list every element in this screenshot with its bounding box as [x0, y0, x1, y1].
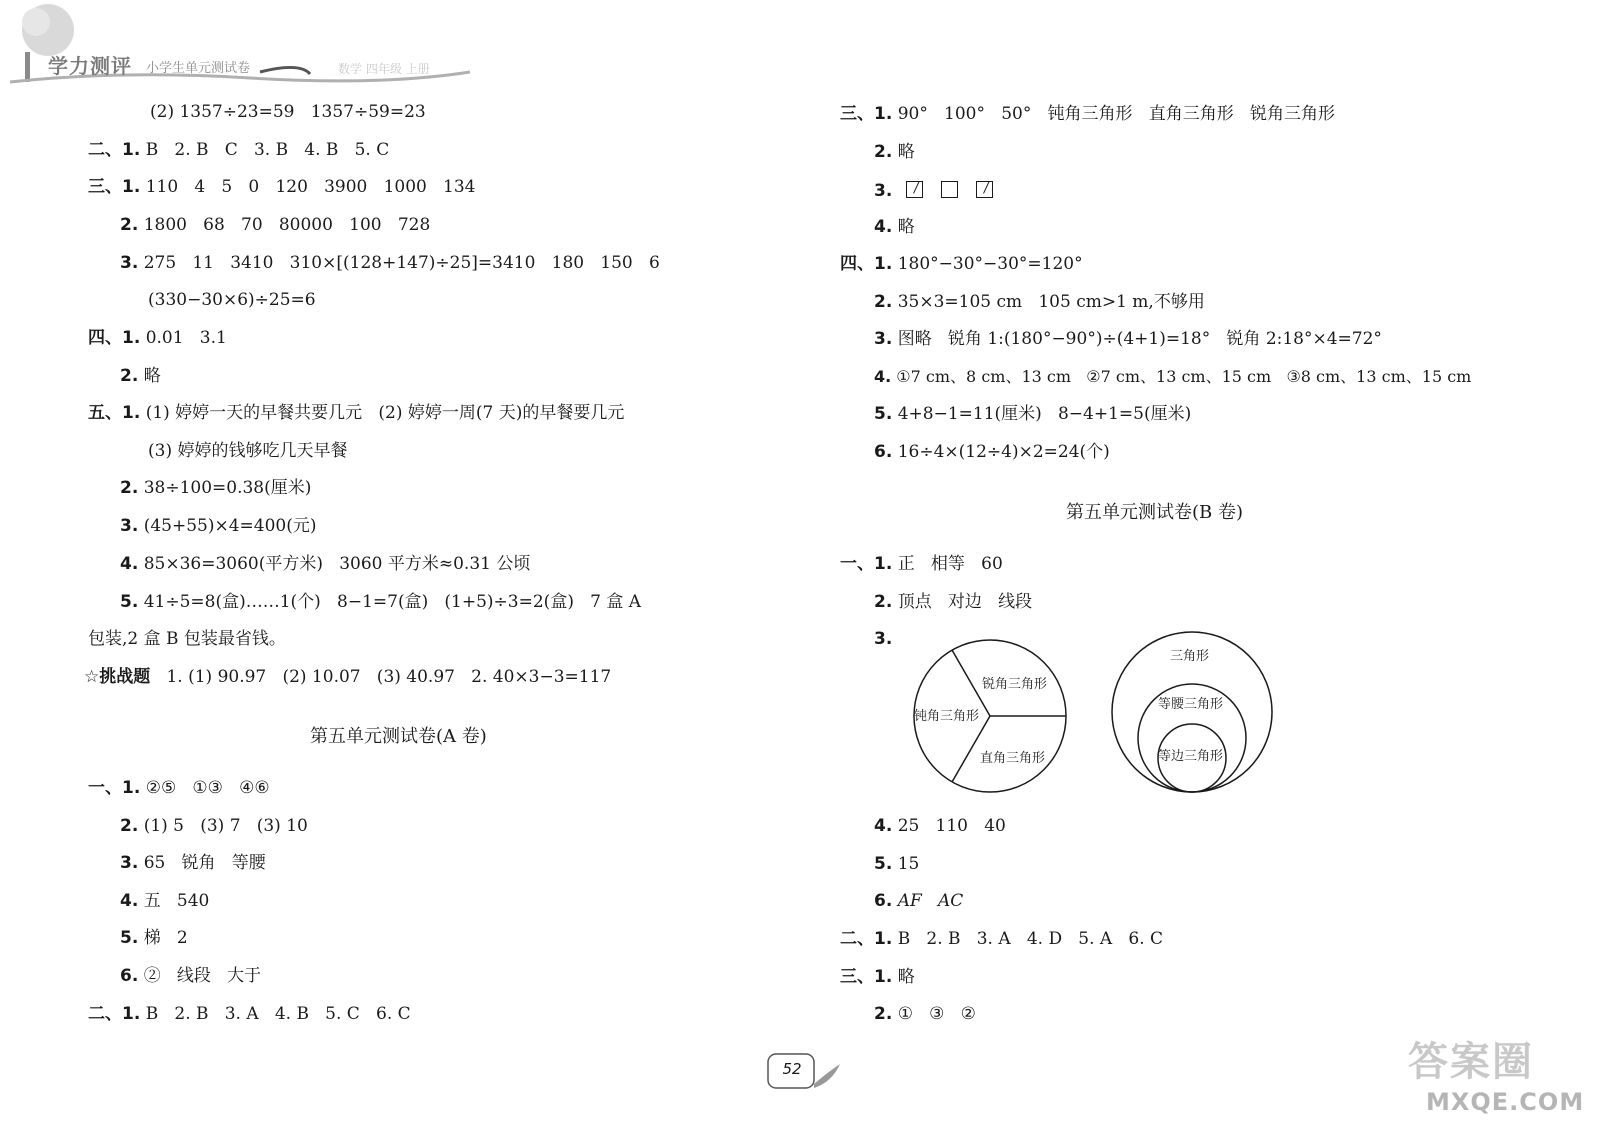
item-number: 二、1. [88, 140, 141, 160]
item-number: 2. [874, 1004, 893, 1024]
pie-diagram [914, 640, 1066, 792]
answer-text: 图略 锐角 1:(180°−90°)÷(4+1)=18° 锐角 2:18°×4=72° [892, 329, 1382, 349]
header-subtitle-faint: 数学 四年级 上册 [338, 62, 430, 76]
item-number: ☆挑战题 [84, 667, 151, 687]
item-number: 4. [874, 217, 893, 237]
answer-text: 1. (1) 90.97 (2) 10.07 (3) 40.97 2. 40×3−3=117 [150, 667, 612, 687]
left-a-line-2 [120, 818, 308, 835]
answer-text: 0.01 3.1 [140, 328, 227, 348]
right-line-2 [874, 144, 915, 161]
item-number: 四、1. [88, 328, 141, 348]
left-line-5 [120, 255, 660, 272]
left-line-1: (2) 1357÷23=59 1357÷59=23 [150, 102, 426, 122]
answer-text: 顶点 对边 线段 [892, 592, 1033, 612]
answer-text: 85×36=3060(平方米) 3060 平方米≈0.31 公顷 [138, 554, 531, 574]
answer-text: ②⑤ ①③ ④⑥ [140, 778, 270, 798]
left-a-line-1 [88, 780, 270, 797]
item-number: 三、1. [840, 104, 893, 124]
right-b-line-4 [874, 818, 1006, 835]
answer-text: AF AC [892, 891, 964, 911]
right-b-line-7 [840, 931, 1163, 948]
answer-text: 16÷4×(12÷4)×2=24(个) [892, 442, 1110, 462]
answer-text: (45+55)×4=400(元) [138, 516, 317, 536]
answer-text: ② 线段 大于 [138, 966, 262, 986]
answer-text: ①7 cm、8 cm、13 cm ②7 cm、13 cm、15 cm ③8 cm、13 cm、15 cm [891, 367, 1472, 386]
item-number: 3. [120, 253, 139, 273]
left-a-line-5 [120, 930, 188, 947]
right-b-line-3 [874, 631, 892, 648]
answer-text: 略 [892, 217, 915, 237]
pie-label-obtuse: 钝角三角形 [914, 709, 980, 724]
answer-text: B 2. B C 3. B 4. B 5. C [140, 140, 390, 160]
answer-text: 略 [138, 366, 161, 386]
middle-label: 等腰三角形 [1158, 697, 1224, 712]
right-line-4 [874, 219, 915, 236]
left-line-15: 包装,2 盒 B 包装最省钱。 [88, 629, 286, 649]
section-title-a: 第五单元测试卷(A 卷) [310, 726, 487, 747]
item-number: 3. [120, 853, 139, 873]
checked-box-icon [976, 181, 993, 198]
item-number: 5. [874, 854, 893, 874]
answer-text: ① ③ ② [892, 1004, 976, 1024]
answer-text: 38÷100=0.38(厘米) [138, 478, 312, 498]
answer-text: 275 11 3410 310×[(128+147)÷25]=3410 180 150 6 [138, 253, 660, 273]
item-number: 五、1. [88, 403, 141, 423]
answer-text: 25 110 40 [892, 816, 1006, 836]
left-line-4 [120, 217, 430, 234]
right-line-8 [874, 369, 1471, 385]
item-number: 4. [120, 891, 139, 911]
answer-text: (1) 婷婷一天的早餐共要几元 (2) 婷婷一周(7 天)的早餐要几元 [140, 403, 625, 423]
left-a-line-7 [88, 1006, 411, 1023]
left-a-line-3 [120, 855, 266, 872]
answer-text: (1) 5 (3) 7 (3) 10 [138, 816, 308, 836]
item-number: 三、1. [840, 967, 893, 987]
right-b-line-6 [874, 893, 963, 910]
item-number: 4. [874, 816, 893, 836]
answer-text: 15 [892, 854, 920, 874]
answer-text: 41÷5=8(盒)……1(个) 8−1=7(盒) (1+5)÷3=2(盒) 7 盒 A [138, 592, 642, 612]
item-number: 3. [874, 629, 893, 649]
answer-text: 65 锐角 等腰 [138, 853, 266, 873]
answer-text: 略 [892, 142, 915, 162]
item-number: 3. [874, 181, 893, 201]
item-number: 3. [120, 516, 139, 536]
watermark [1408, 1030, 1588, 1125]
header-subtitle: 小学生单元测试卷 [146, 61, 251, 76]
item-number: 二、1. [88, 1004, 141, 1024]
item-number: 6. [874, 891, 893, 911]
answer-text: 4+8−1=11(厘米) 8−4+1=5(厘米) [892, 404, 1192, 424]
right-line-5 [840, 256, 1083, 273]
right-b-line-9 [874, 1006, 976, 1023]
answer-text: 90° 100° 50° 钝角三角形 直角三角形 锐角三角形 [892, 104, 1335, 124]
left-line-7 [88, 330, 227, 347]
item-number: 2. [120, 366, 139, 386]
left-line-14 [120, 594, 641, 611]
answer-text: 正 相等 60 [892, 554, 1003, 574]
triangle-classification-diagram [900, 628, 1280, 808]
page-number: 52 [782, 1060, 802, 1078]
answer-text: 略 [892, 967, 915, 987]
item-number: 一、1. [840, 554, 893, 574]
left-line-13 [120, 556, 530, 573]
left-a-line-4 [120, 893, 209, 910]
right-b-line-5 [874, 856, 919, 873]
right-line-1 [840, 106, 1335, 123]
nested-circles-diagram [1112, 632, 1272, 792]
item-number: 2. [120, 816, 139, 836]
item-number: 2. [120, 478, 139, 498]
item-number: 四、1. [840, 254, 893, 274]
item-number: 4. [120, 554, 139, 574]
answer-text: 35×3=105 cm 105 cm>1 m,不够用 [892, 292, 1205, 312]
watermark-logo-text: 答案圈 [1408, 1039, 1534, 1085]
answer-text: B 2. B 3. A 4. B 5. C 6. C [140, 1004, 411, 1024]
empty-box-icon [941, 181, 958, 198]
section-title-b: 第五单元测试卷(B 卷) [1066, 502, 1243, 523]
left-line-16 [84, 669, 611, 686]
item-number: 2. [120, 215, 139, 235]
header-decoration [0, 0, 520, 95]
answer-text: 梯 2 [138, 928, 188, 948]
left-line-6: (330−30×6)÷25=6 [148, 290, 316, 310]
item-number: 4. [874, 367, 892, 386]
right-b-line-8 [840, 969, 915, 986]
right-line-6 [874, 294, 1205, 311]
item-number: 2. [874, 292, 893, 312]
item-number: 5. [120, 592, 139, 612]
right-line-10 [874, 444, 1110, 461]
item-number: 6. [120, 966, 139, 986]
inner-label: 等边三角形 [1158, 749, 1224, 764]
pie-label-acute: 锐角三角形 [982, 677, 1048, 692]
left-line-2 [88, 142, 389, 159]
left-line-12 [120, 518, 317, 535]
left-line-9 [88, 405, 624, 422]
left-line-11 [120, 480, 311, 497]
item-number: 5. [120, 928, 139, 948]
item-number: 2. [874, 592, 893, 612]
right-b-line-2 [874, 594, 1032, 611]
page-number-badge [766, 1050, 818, 1092]
page-header [0, 0, 520, 95]
right-line-7 [874, 331, 1382, 348]
answer-text: 1800 68 70 80000 100 728 [138, 215, 431, 235]
left-line-3 [88, 179, 476, 196]
item-number: 6. [874, 442, 893, 462]
pie-divider [952, 716, 990, 782]
right-b-line-1 [840, 556, 1003, 573]
answer-text: 110 4 5 0 120 3900 1000 134 [140, 177, 476, 197]
pie-label-right: 直角三角形 [980, 751, 1046, 766]
item-number: 5. [874, 404, 893, 424]
left-line-10: (3) 婷婷的钱够吃几天早餐 [148, 441, 348, 461]
logo-text: 学力测评 [48, 54, 132, 78]
right-line-3 [874, 181, 1011, 200]
answer-text: 180°−30°−30°=120° [892, 254, 1083, 274]
item-number: 三、1. [88, 177, 141, 197]
answer-text: 五 540 [138, 891, 210, 911]
item-number: 二、1. [840, 929, 893, 949]
right-line-9 [874, 406, 1191, 423]
checked-box-icon [906, 181, 923, 198]
item-number: 一、1. [88, 778, 141, 798]
watermark-url: MXQE.COM [1426, 1088, 1585, 1116]
outer-label: 三角形 [1170, 649, 1210, 664]
item-number: 2. [874, 142, 893, 162]
answer-text: B 2. B 3. A 4. D 5. A 6. C [892, 929, 1164, 949]
left-a-line-6 [120, 968, 261, 985]
left-line-8 [120, 368, 161, 385]
item-number: 3. [874, 329, 893, 349]
